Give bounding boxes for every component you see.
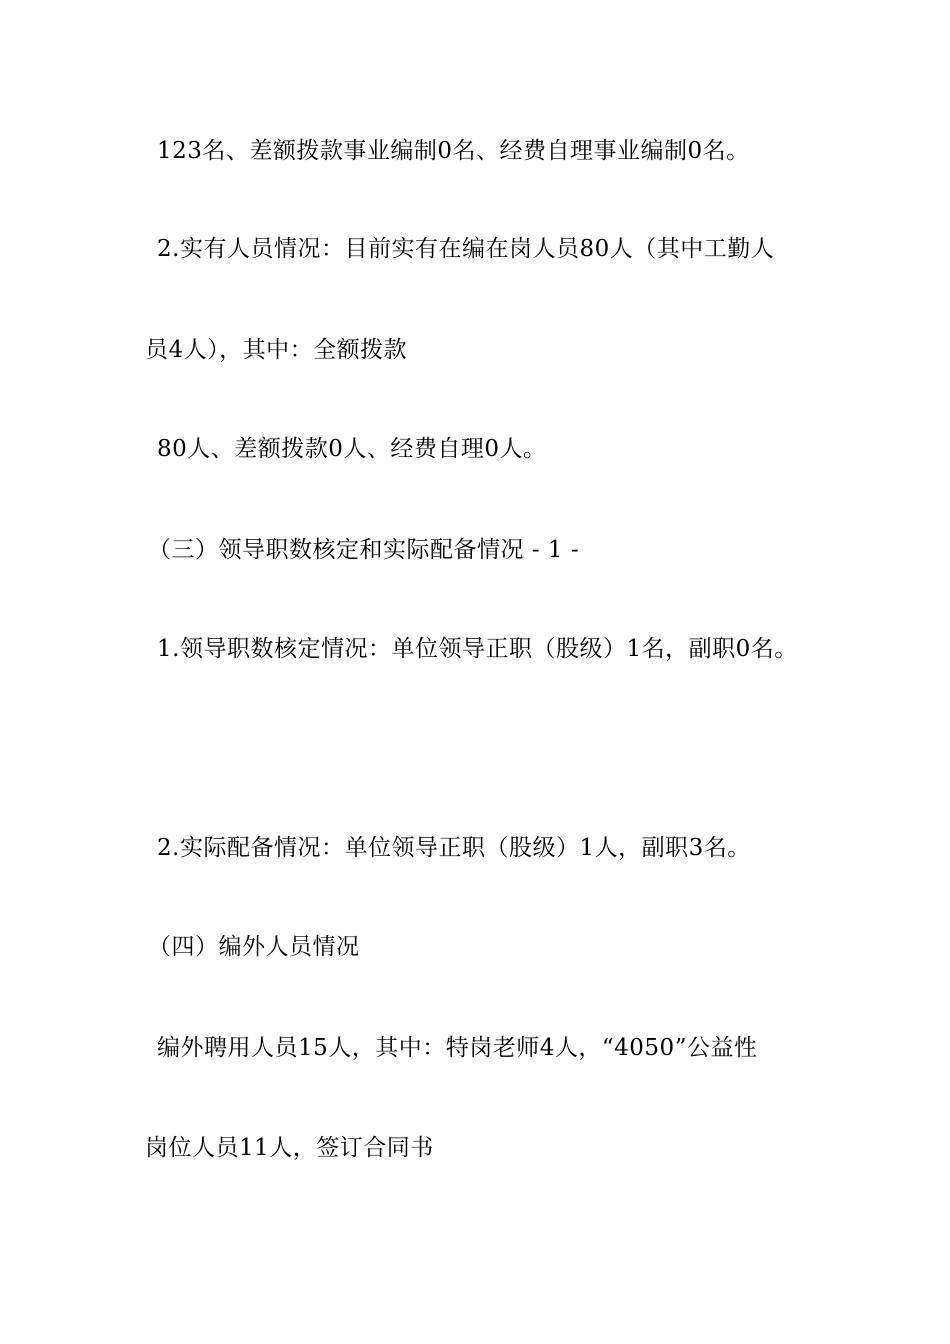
- text-line-2: 2.实有人员情况：目前实有在编在岗人员80人（其中工勤人: [157, 236, 775, 262]
- section-heading-3: （三）领导职数核定和实际配备情况 - 1 -: [148, 537, 580, 563]
- text-line-3: 员4人），其中：全额拨款: [145, 337, 408, 363]
- text-line-1: 123名、差额拨款事业编制0名、经费自理事业编制0名。: [157, 138, 750, 164]
- text-line-10: 岗位人员11人，签订合同书: [145, 1135, 434, 1161]
- section-heading-4: （四）编外人员情况: [148, 934, 360, 960]
- text-line-9: 编外聘用人员15人，其中：特岗老师4人，“4050”公益性: [157, 1035, 758, 1061]
- text-line-6: 1.领导职数核定情况：单位领导正职（股级）1名，副职0名。: [157, 636, 798, 662]
- text-line-4: 80人、差额拨款0人、经费自理0人。: [157, 436, 547, 462]
- text-line-7: 2.实际配备情况：单位领导正职（股级）1人，副职3名。: [157, 835, 751, 861]
